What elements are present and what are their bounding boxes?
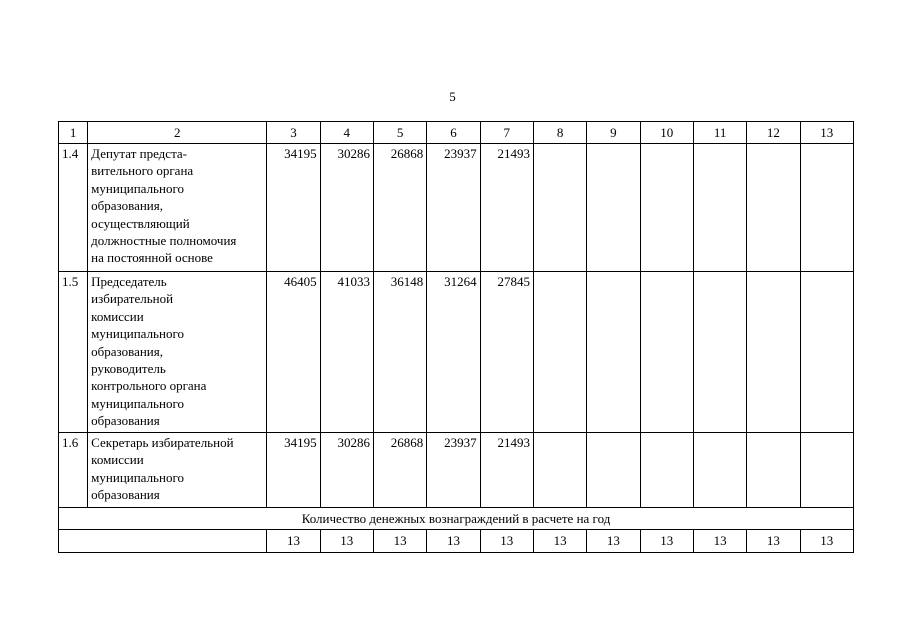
salary-cell (640, 144, 693, 272)
salary-cell (587, 272, 640, 433)
salary-cell (533, 272, 586, 433)
header-cell: 10 (640, 122, 693, 144)
awards-count-cell: 13 (640, 530, 693, 553)
salary-cell (640, 433, 693, 508)
position-line: комиссии (91, 452, 144, 468)
awards-count-row (59, 530, 854, 553)
row-code: 1.4 (59, 144, 88, 272)
awards-count-cell: 13 (747, 530, 800, 553)
position-line: вительного органа (91, 163, 194, 179)
awards-count-empty (59, 530, 267, 553)
table-row (59, 433, 854, 508)
header-cell: 12 (747, 122, 800, 144)
position-line: на постоянной основе (91, 250, 213, 266)
salary-cell: 31264 (427, 272, 480, 433)
header-cell: 4 (320, 122, 373, 144)
salary-cell: 27845 (480, 272, 533, 433)
awards-count-cell: 13 (480, 530, 533, 553)
salary-cell: 30286 (320, 144, 373, 272)
salary-cell (693, 433, 746, 508)
salary-cell (533, 433, 586, 508)
header-cell: 1 (59, 122, 88, 144)
salary-table (58, 121, 854, 553)
awards-count-cell: 13 (320, 530, 373, 553)
salary-cell: 26868 (373, 433, 426, 508)
header-cell: 2 (88, 122, 267, 144)
position-line: образования, (91, 343, 163, 359)
awards-caption: Количество денежных вознаграждений в расчете на год (59, 508, 854, 530)
awards-count-cell: 13 (587, 530, 640, 553)
header-cell: 8 (533, 122, 586, 144)
salary-cell: 34195 (267, 144, 320, 272)
salary-cell: 46405 (267, 272, 320, 433)
salary-cell (747, 144, 800, 272)
salary-cell (747, 272, 800, 433)
position-line: Депутат предста- (91, 146, 188, 161)
salary-cell (533, 144, 586, 272)
salary-cell (640, 272, 693, 433)
salary-cell (747, 433, 800, 508)
salary-cell: 26868 (373, 144, 426, 272)
position-line: образования (91, 413, 160, 429)
salary-cell: 36148 (373, 272, 426, 433)
salary-cell (693, 144, 746, 272)
header-cell: 11 (693, 122, 746, 144)
position-line: Секретарь избирательной (91, 435, 234, 450)
position-line: муниципального (91, 326, 184, 342)
header-cell: 5 (373, 122, 426, 144)
position-line: осуществляющий (91, 215, 190, 231)
position-line: должностные полномочия (91, 233, 237, 249)
salary-cell (800, 144, 853, 272)
salary-cell: 30286 (320, 433, 373, 508)
awards-count-cell: 13 (533, 530, 586, 553)
position-line: контрольного органа (91, 378, 207, 394)
awards-caption-row (59, 508, 854, 530)
awards-count-cell: 13 (373, 530, 426, 553)
salary-cell: 21493 (480, 144, 533, 272)
position-line: муниципального (91, 395, 184, 411)
salary-cell (587, 144, 640, 272)
header-cell: 6 (427, 122, 480, 144)
awards-count-cell: 13 (800, 530, 853, 553)
salary-cell: 41033 (320, 272, 373, 433)
header-cell: 3 (267, 122, 320, 144)
page-number: 5 (449, 89, 456, 104)
salary-cell (800, 433, 853, 508)
salary-cell: 23937 (427, 433, 480, 508)
position-line: Председатель (91, 274, 167, 289)
header-cell: 13 (800, 122, 853, 144)
table-row (59, 144, 854, 272)
awards-count-cell: 13 (693, 530, 746, 553)
salary-cell: 23937 (427, 144, 480, 272)
awards-count-cell: 13 (427, 530, 480, 553)
position-line: руководитель (91, 361, 166, 377)
position-title (88, 144, 267, 272)
salary-cell (800, 272, 853, 433)
salary-cell (587, 433, 640, 508)
position-title (88, 433, 267, 508)
table-row (59, 272, 854, 433)
header-cell: 7 (480, 122, 533, 144)
position-title (88, 272, 267, 433)
position-line: комиссии (91, 308, 144, 324)
position-line: муниципального (91, 469, 184, 485)
position-line: образования, (91, 198, 163, 214)
row-code: 1.6 (59, 433, 88, 508)
header-row (59, 122, 854, 144)
salary-cell: 21493 (480, 433, 533, 508)
position-line: образования (91, 487, 160, 503)
header-cell: 9 (587, 122, 640, 144)
position-line: избирательной (91, 291, 174, 307)
row-code: 1.5 (59, 272, 88, 433)
salary-cell: 34195 (267, 433, 320, 508)
salary-cell (693, 272, 746, 433)
position-line: муниципального (91, 180, 184, 196)
awards-count-cell: 13 (267, 530, 320, 553)
